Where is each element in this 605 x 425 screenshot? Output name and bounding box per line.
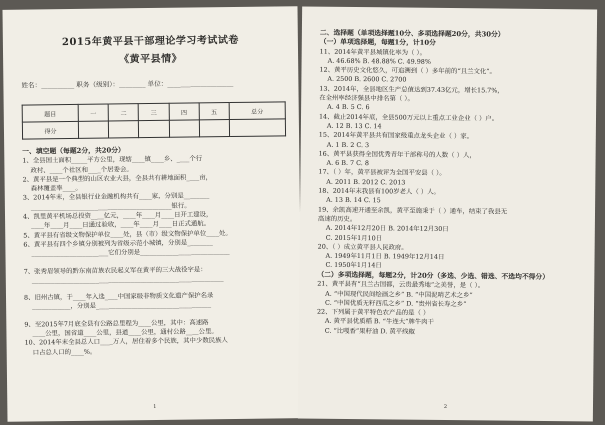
question-line: ____________________________________________________________: [31, 273, 224, 285]
option-line: A. 46.68% B. 48.88% C. 49.98%: [327, 56, 431, 66]
option-line: A. “中国现代民间绘画之乡” B. “中国泥哨艺术之乡”: [325, 289, 473, 299]
option-line: A. 2011 B. 2012 C. 2013: [326, 177, 406, 187]
question-line: 森林覆盖率____。: [30, 184, 82, 193]
exam-subtitle: 《黄平县情》: [119, 53, 183, 66]
question-line: 口占总人口的____%。: [32, 347, 97, 357]
score-cell: [199, 120, 229, 137]
question-line: 3、2014年末，全县银行业金融机构共有____家，分别是________: [22, 191, 210, 203]
question-line: 5、黄平县有省级文物保护单位____处，县（市）级文物保护单位____处。: [23, 228, 232, 240]
question-line: ____________，分别是____________________________________: [32, 300, 212, 311]
score-cell: [78, 121, 108, 138]
question-line: 2、黄平县是一个典型的山区农业大县，全县共有耕地面积____亩，: [22, 173, 213, 184]
option-line: C. “比嘎香”果籽油 D. 黄平线椒: [324, 326, 415, 336]
exam-title: 2015年黄平县干部理论学习考试试卷: [61, 34, 239, 49]
score-cell: [229, 119, 285, 137]
question-line: ________________________它们分别是____________________________: [31, 247, 230, 258]
question-line: 17、（ ）年，黄平县被评为全国平安县（ ）。: [318, 168, 446, 178]
option-line: C. 1950年1月14日: [325, 261, 382, 270]
question-line: 20、（ ）成立黄平县人民政府。: [317, 242, 408, 252]
option-line: A. 1949年11月1日 B. 1949年12月14日: [325, 251, 445, 262]
score-table-score-row: [22, 119, 285, 139]
score-table-header: 四: [169, 103, 199, 120]
question-line: 在全州率经济强县中排名第（ ）。: [319, 93, 414, 103]
score-cell: [169, 120, 199, 137]
score-table-header: 题目: [22, 104, 78, 122]
option-line: A. 12 B. 13 C. 14: [326, 121, 382, 131]
question-line: 9、至2015年7月底全县有公路总里程为____公里，其中：高速路: [24, 318, 209, 329]
score-table: [22, 101, 286, 139]
question-line: 14、截止2014年底，全县500万元以上重点工业企业（ ）户。: [318, 112, 499, 123]
option-line: A. 4 B. 5 C. 6: [327, 103, 370, 112]
exam-page-1: [2, 6, 302, 422]
question-line: 高速的历史。: [317, 214, 357, 223]
question-line: 4、凯里黄平机场总投资____亿元，____年____月____日开工建设，: [22, 210, 213, 221]
question-line: 19、余凯高速开通至余凯，黄平至施秉于（ ）通车，结束了我县无: [318, 205, 508, 216]
question-line: 10、2014年末全县总人口____万人，居住着多个民族，其中少数民族人: [24, 336, 228, 347]
fill-in-section: [4, 144, 302, 358]
question-line: 8、旧州古镇，于____年入选____中国家级非物质文化遗产保护名录: [23, 291, 214, 302]
option-line: A. 1 B. 2 C. 3: [326, 140, 370, 149]
question-line: 22、下列属于黄平特色农产品的是（ ）: [316, 307, 430, 317]
question-line: 11、2014年黄平县城镇化率为（ ）。: [319, 47, 427, 57]
question-line: 16、黄平县获得全国优秀青年干部称号的人数（ ）人，: [318, 149, 476, 160]
single-choice-heading: （一）单项选择题，每题1分，计10分: [319, 37, 436, 48]
option-line: A. 6 B. 7 C. 8: [326, 158, 370, 168]
score-row-label: 得分: [22, 121, 78, 139]
score-table-header: 三: [139, 103, 169, 120]
question-line: ____公里，国省道____公里，县道____公里，通村公路____公里。: [32, 327, 218, 338]
option-line: C. “中国优质无籽西瓜之乡” D. “贵州省长寿之乡”: [325, 298, 467, 309]
question-line: 12、黄平历史文化悠久，可追溯到（ ）多年前的“且兰文化”。: [319, 65, 497, 76]
question-line: ____________________________________________银行。: [30, 201, 191, 212]
section-2-heading: 二、选择题（单项选择题10分、多项选择题20分，共30分）: [319, 28, 505, 39]
multi-choice-heading: （二）多项选择题，每题2分，计20分（多选、少选、错选、不选均不得分）: [317, 270, 550, 281]
score-table-header: 一: [78, 104, 108, 121]
score-table-header: 总分: [229, 102, 285, 120]
question-line: 15、2014年黄平县共有国家级重点龙头企业（ ）家。: [318, 130, 474, 141]
choice-section: [299, 28, 597, 338]
question-line: 7、张秀眉领导的黔东南苗族农民起义军在黄平的三大战役字是：: [23, 264, 207, 276]
question-line: 1、全县国土面积_____平方公里，现辖____镇____乡、____个行: [22, 154, 203, 165]
page-number: 1: [153, 403, 157, 411]
exam-page-2: [298, 6, 597, 421]
question-line: 21、黄平县有“且兰古国都，云贵最秀地”之美誉，是（ ）。: [317, 279, 485, 290]
question-line: 13、2014年，全县地区生产总值达到37.43亿元，增长15.7%，: [319, 84, 504, 95]
score-cell: [139, 120, 169, 137]
option-line: A. 2014年12月20日 B. 2014年12月30日: [325, 223, 449, 234]
option-line: A. 黄平县优质稻 B. “牛连大”牌牛肉干: [324, 317, 435, 327]
section-1-heading: 一、填空题（每题2分，共20分）: [22, 146, 125, 156]
score-table-header: 二: [108, 104, 138, 121]
option-line: A. 2500 B. 2600 C. 2700: [327, 75, 407, 85]
examinee-info-line: 姓名：__________ 职务（级别）：________ 单位：____________________: [21, 79, 234, 90]
question-line: 政村、____个社区和____个居委会。: [30, 164, 133, 175]
question-line: 18、2014年末我县有100岁老人（ ）人。: [318, 186, 440, 196]
question-line: 6、黄平县有四个乡镇分别被列为省级示范小城镇，分别是________: [23, 238, 213, 249]
option-line: A. 13 B. 14 C. 15: [326, 196, 381, 205]
score-table-header: 五: [199, 103, 229, 120]
page-number: 2: [443, 403, 448, 411]
score-cell: [109, 121, 139, 138]
question-line: ____年____月____日通过验收，____年____月____日正式通航。: [31, 219, 211, 230]
option-line: C. 2015年1月10日: [325, 233, 383, 242]
